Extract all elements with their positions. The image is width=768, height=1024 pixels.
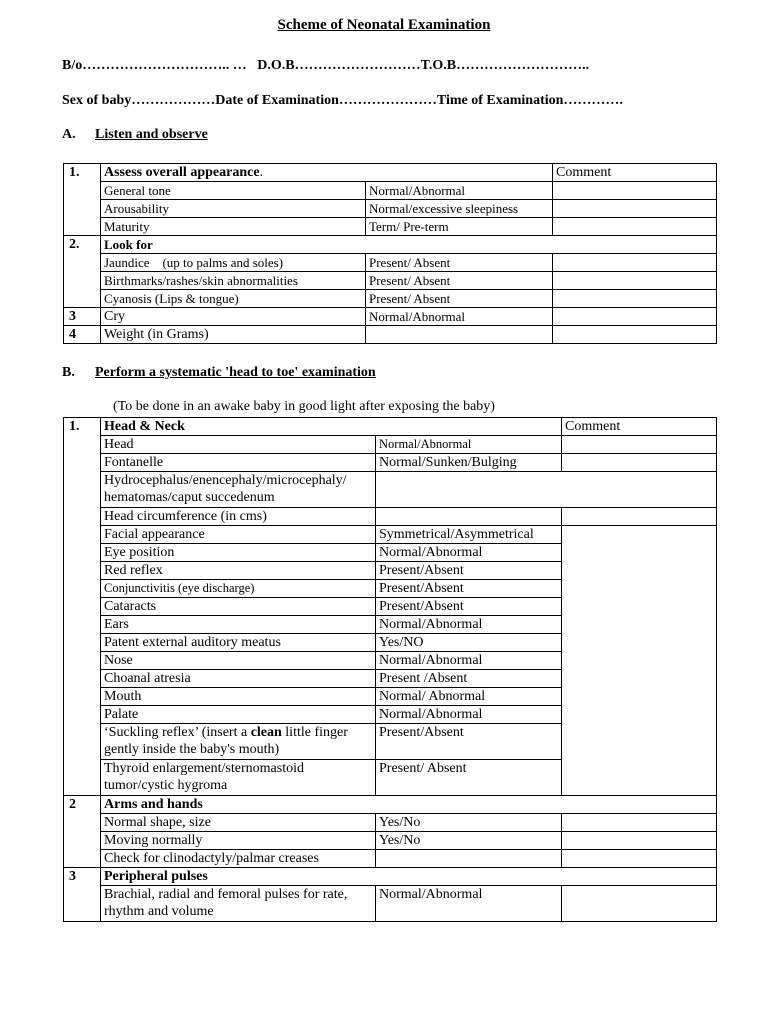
section-b-title: Perform a systematic 'head to toe' examination	[95, 365, 376, 380]
item-option	[366, 326, 553, 344]
table-row	[64, 688, 717, 706]
table-row	[64, 254, 717, 272]
table-row	[64, 164, 717, 182]
item-label: Patent external auditory meatus	[101, 634, 376, 652]
group-heading: Head & Neck	[101, 418, 562, 436]
table-row	[64, 308, 717, 326]
group-heading: Look for	[101, 236, 717, 254]
table-row	[64, 200, 717, 218]
comment-cell[interactable]	[553, 200, 717, 218]
item-label: Weight (in Grams)	[101, 326, 366, 344]
item-label: Cry	[101, 308, 366, 326]
table-row	[64, 562, 717, 580]
item-option: Present/ Absent	[366, 254, 553, 272]
table-row	[64, 472, 717, 508]
comment-cell[interactable]	[562, 580, 717, 598]
item-label: Cataracts	[101, 598, 376, 616]
item-label: Red reflex	[101, 562, 376, 580]
comment-cell[interactable]	[562, 634, 717, 652]
comment-cell[interactable]	[553, 218, 717, 236]
item-option: Normal/Abnormal	[376, 886, 562, 922]
table-row	[64, 508, 717, 526]
table-row	[64, 652, 717, 670]
item-label: Birthmarks/rashes/skin abnormalities	[101, 272, 366, 290]
item-option: Term/ Pre-term	[366, 218, 553, 236]
table-row	[64, 218, 717, 236]
baby-details-line: B/o………………………….. … D.O.B………………………T.O.B………………………..	[62, 58, 590, 73]
table-row	[64, 850, 717, 868]
item-option: Present /Absent	[376, 670, 562, 688]
comment-cell[interactable]	[562, 526, 717, 544]
item-option: Present/Absent	[376, 598, 562, 616]
row-number: 3	[64, 868, 101, 922]
comment-cell[interactable]	[553, 308, 717, 326]
comment-cell[interactable]	[562, 886, 717, 922]
item-option: Present/Absent	[376, 580, 562, 598]
item-label: Maturity	[101, 218, 366, 236]
item-option: Normal/Sunken/Bulging	[376, 454, 562, 472]
head-to-toe-table	[63, 417, 717, 922]
item-label: Eye position	[101, 544, 376, 562]
item-option: Normal/Abnormal	[376, 436, 562, 454]
table-row	[64, 326, 717, 344]
table-row	[64, 182, 717, 200]
comment-cell[interactable]	[562, 706, 717, 724]
item-label: Head	[101, 436, 376, 454]
item-label: Head circumference (in cms)	[101, 508, 376, 526]
comment-cell[interactable]	[562, 670, 717, 688]
table-row	[64, 868, 717, 886]
item-option: Yes/NO	[376, 634, 562, 652]
comment-cell[interactable]	[562, 760, 717, 796]
item-label: Conjunctivitis (eye discharge)	[101, 580, 376, 598]
comment-cell[interactable]	[562, 598, 717, 616]
comment-cell[interactable]	[562, 814, 717, 832]
item-option: Yes/No	[376, 814, 562, 832]
table-row	[64, 634, 717, 652]
table-row	[64, 436, 717, 454]
item-option	[376, 508, 562, 526]
item-label: Brachial, radial and femoral pulses for rate, rhythm and volume	[101, 886, 376, 922]
comment-cell[interactable]	[553, 326, 717, 344]
item-option: Present/Absent	[376, 724, 562, 760]
table-row	[64, 544, 717, 562]
comment-header: Comment	[553, 164, 717, 182]
comment-cell[interactable]	[562, 436, 717, 454]
table-row	[64, 886, 717, 922]
item-option	[376, 850, 562, 868]
item-label: Choanal atresia	[101, 670, 376, 688]
table-row	[64, 670, 717, 688]
comment-cell[interactable]	[562, 850, 717, 868]
comment-cell[interactable]	[562, 454, 717, 472]
item-option: Symmetrical/Asymmetrical	[376, 526, 562, 544]
row-number: 4	[64, 326, 101, 344]
item-option: Normal/ Abnormal	[376, 688, 562, 706]
item-option: Normal/excessive sleepiness	[366, 200, 553, 218]
item-option: Normal/Abnormal	[376, 616, 562, 634]
item-label: Nose	[101, 652, 376, 670]
item-label: Cyanosis (Lips & tongue)	[101, 290, 366, 308]
item-label: Ears	[101, 616, 376, 634]
comment-cell[interactable]	[553, 290, 717, 308]
item-label: General tone	[101, 182, 366, 200]
comment-cell[interactable]	[553, 272, 717, 290]
table-row	[64, 290, 717, 308]
item-option: Present/ Absent	[366, 272, 553, 290]
table-row	[64, 832, 717, 850]
item-label: Check for clinodactyly/palmar creases	[101, 850, 376, 868]
item-label: Arousability	[101, 200, 366, 218]
row-number: 2.	[64, 236, 101, 308]
item-option: Present/ Absent	[376, 760, 562, 796]
group-heading: Arms and hands	[101, 796, 717, 814]
section-a-title: Listen and observe	[95, 127, 208, 142]
row-number: 1.	[64, 164, 101, 236]
section-b-note: (To be done in an awake baby in good light after exposing the baby)	[113, 399, 495, 414]
comment-cell[interactable]	[562, 508, 717, 526]
comment-cell[interactable]	[562, 562, 717, 580]
item-label: Thyroid enlargement/sternomastoid tumor/cystic hygroma	[101, 760, 376, 796]
section-b-heading	[62, 365, 376, 381]
item-option	[376, 472, 717, 508]
item-label: Hydrocephalus/enencephaly/microcephaly/ hematomas/caput succedenum	[101, 472, 376, 508]
item-option: Normal/Abnormal	[376, 706, 562, 724]
exam-details-line: Sex of baby………………Date of Examination…………………Time of Examination………….	[62, 93, 623, 108]
table-row	[64, 236, 717, 254]
item-label: Facial appearance	[101, 526, 376, 544]
comment-cell[interactable]	[553, 182, 717, 200]
table-row	[64, 796, 717, 814]
section-a-heading	[62, 127, 208, 143]
row-number: 2	[64, 796, 101, 868]
item-label: Fontanelle	[101, 454, 376, 472]
table-row	[64, 418, 717, 436]
table-row	[64, 526, 717, 544]
comment-header: Comment	[562, 418, 717, 436]
comment-cell[interactable]	[562, 688, 717, 706]
section-b-letter: B.	[62, 365, 75, 380]
table-row	[64, 760, 717, 796]
item-label: Jaundice (up to palms and soles)	[101, 254, 366, 272]
item-option: Normal/Abnormal	[376, 652, 562, 670]
table-row	[64, 706, 717, 724]
item-label: Mouth	[101, 688, 376, 706]
comment-cell[interactable]	[562, 832, 717, 850]
item-label: ‘Suckling reflex’ (insert a clean little finger gently inside the baby's mouth)	[101, 724, 376, 760]
comment-cell[interactable]	[562, 616, 717, 634]
row-number: 3	[64, 308, 101, 326]
group-heading: Assess overall appearance.	[101, 164, 553, 182]
table-row	[64, 724, 717, 760]
section-a-letter: A.	[62, 127, 76, 142]
listen-observe-table	[63, 163, 717, 344]
item-option: Yes/No	[376, 832, 562, 850]
item-option: Present/ Absent	[366, 290, 553, 308]
table-row	[64, 580, 717, 598]
row-number: 1.	[64, 418, 101, 796]
item-option: Normal/Abnormal	[376, 544, 562, 562]
item-label: Palate	[101, 706, 376, 724]
group-heading: Peripheral pulses	[101, 868, 717, 886]
table-row	[64, 616, 717, 634]
item-option: Normal/Abnormal	[366, 182, 553, 200]
table-row	[64, 814, 717, 832]
comment-cell[interactable]	[562, 724, 717, 760]
item-label: Moving normally	[101, 832, 376, 850]
page-title: Scheme of Neonatal Examination	[277, 17, 491, 33]
table-row	[64, 272, 717, 290]
item-option: Present/Absent	[376, 562, 562, 580]
item-option: Normal/Abnormal	[366, 308, 553, 326]
table-row	[64, 598, 717, 616]
comment-cell[interactable]	[562, 544, 717, 562]
item-label: Normal shape, size	[101, 814, 376, 832]
comment-cell[interactable]	[562, 652, 717, 670]
table-row	[64, 454, 717, 472]
comment-cell[interactable]	[553, 254, 717, 272]
